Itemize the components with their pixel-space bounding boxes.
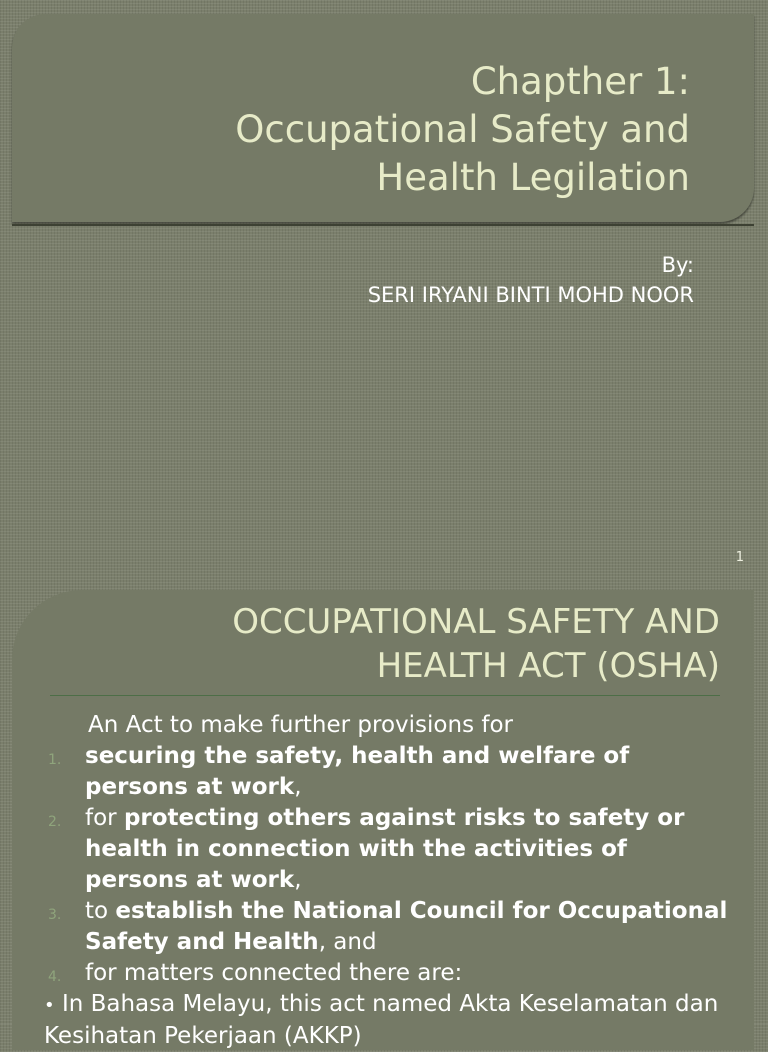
bullet-text: In Bahasa Melayu, this act named Akta Keselamatan dan Kesihatan Pekerjaan (AKKP) <box>44 991 719 1049</box>
page-number: 1 <box>735 550 744 565</box>
item-number: 4. <box>48 969 62 985</box>
item-post: , and <box>318 929 377 955</box>
title-line-3: Health Legilation <box>376 156 690 199</box>
item-bold: establish the National Council for Occupational Safety and Health <box>85 898 728 955</box>
item-bold: securing the safety, health and welfare of persons at work <box>85 743 630 800</box>
list-item <box>48 803 728 896</box>
item-post: , <box>294 867 302 893</box>
item-post: , <box>294 774 302 800</box>
intro-text: An Act to make further provisions for <box>88 712 513 738</box>
bullet-icon: • <box>44 995 55 1016</box>
s2-title-line-2: HEALTH ACT (OSHA) <box>376 646 720 686</box>
item-number: 1. <box>48 752 62 768</box>
list-item <box>48 741 728 803</box>
by-label: By: <box>661 253 694 277</box>
author-block <box>94 250 694 310</box>
title-line-2: Occupational Safety and <box>235 108 690 151</box>
item-pre: for matters connected there are: <box>85 960 463 986</box>
list-item <box>48 896 728 958</box>
slide-2 <box>0 582 768 1049</box>
bullet-item <box>44 989 724 1052</box>
author-name: SERI IRYANI BINTI MOHD NOOR <box>367 283 694 307</box>
item-bold: protecting others against risks to safety or health in connection with the activities of persons at work <box>85 805 685 893</box>
slide-2-body <box>44 710 728 1052</box>
title-rule <box>50 695 720 696</box>
s2-title-line-1: OCCUPATIONAL SAFETY AND <box>232 602 720 642</box>
title-divider <box>12 224 754 226</box>
slide-1-title <box>90 58 690 202</box>
slide-2-title <box>40 600 720 688</box>
item-number: 2. <box>48 814 62 830</box>
list-item <box>48 958 728 989</box>
title-line-1: Chapther 1: <box>470 60 690 103</box>
item-pre: to <box>85 898 116 924</box>
item-pre: for <box>85 805 124 831</box>
item-number: 3. <box>48 907 62 923</box>
